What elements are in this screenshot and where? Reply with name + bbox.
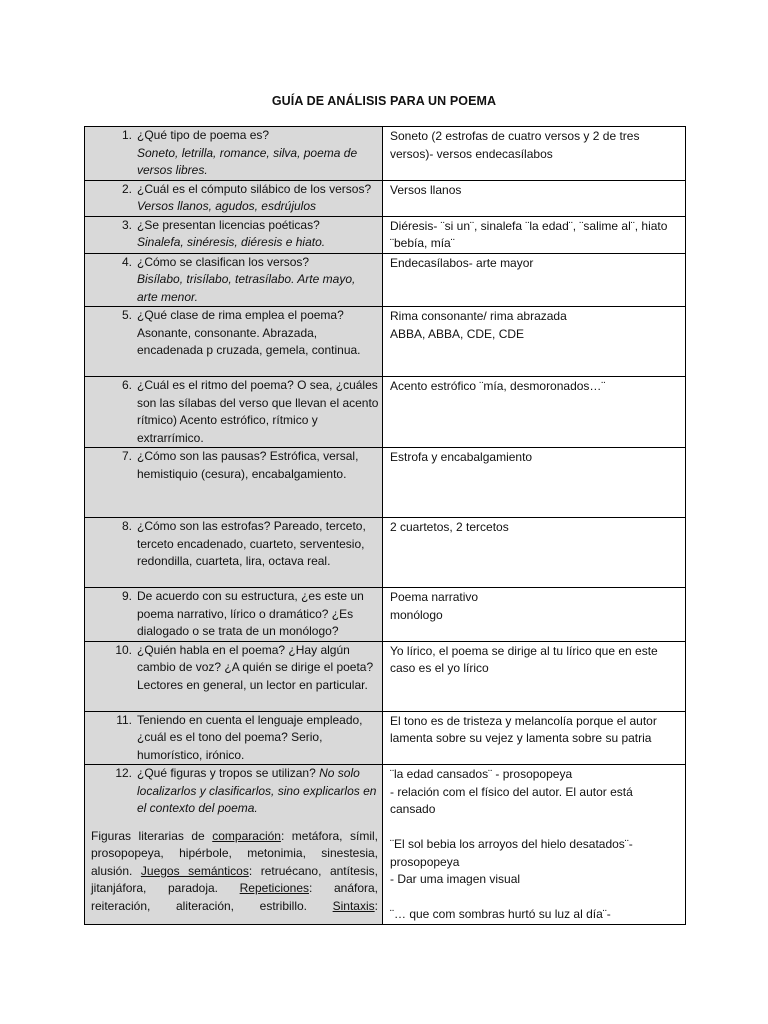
question-hint: Soneto, letrilla, romance, silva, poema de versos libres. — [137, 145, 358, 177]
figures-sintaxis: Sintaxis — [332, 898, 375, 913]
answer-line: El tono es de tristeza y melancolía porque el autor lamenta sobre su vejez y lamenta sobre su patria — [390, 713, 657, 745]
question-item — [85, 588, 382, 641]
answer-cell — [383, 711, 686, 765]
answer-cell — [383, 588, 686, 642]
question-main: ¿Cuál es el ritmo del poema? O sea, ¿cuáles son las sílabas del verso que llevan el acento rítmico) Acento estrófico, rítmico y extrarrímico. — [137, 378, 379, 445]
question-number: 6. — [121, 378, 132, 392]
question-text — [137, 217, 382, 252]
question-text — [137, 307, 382, 360]
answer-line: ¨El sol bebia los arroyos del hielo desatados¨- prosopopeya — [390, 837, 633, 869]
answer-line: Diéresis- ¨si un¨, sinalefa ¨la edad¨, ¨salime al¨, hiato ¨bebía, mía¨ — [390, 218, 668, 250]
figures-repeticiones: Repeticiones — [239, 881, 310, 895]
table-row — [85, 588, 686, 642]
question-number: 11. — [116, 712, 132, 727]
question-item — [85, 217, 382, 252]
analysis-table-body — [85, 127, 686, 765]
answer-cell — [383, 127, 686, 181]
figures-repeticiones-list: : anáfora, reiteración, aliteración, estribillo. — [91, 881, 378, 913]
answer-line: Estrofa y encabalgamiento — [390, 450, 533, 464]
question-number: 4. — [121, 254, 132, 269]
question-item — [85, 518, 382, 571]
question-main: ¿Qué tipo de poema es? — [137, 128, 270, 142]
question-item — [85, 377, 382, 447]
question-number: 10. — [115, 642, 132, 657]
question-text — [137, 518, 382, 571]
question-number: 3. — [121, 217, 132, 232]
question-item — [85, 712, 382, 765]
question-hint: Sinalefa, sinéresis, diéresis e hiato. — [137, 235, 326, 249]
question-cell — [85, 448, 383, 518]
table-row — [85, 216, 686, 253]
answer-line: 2 cuartetos, 2 tercetos — [390, 520, 509, 534]
question-number: 12. — [115, 766, 132, 780]
question-cell — [85, 518, 383, 588]
answer-line: Rima consonante/ rima abrazada — [390, 309, 567, 323]
question-item — [85, 181, 382, 216]
question-cell — [85, 127, 383, 181]
answer-line: Poema narrativo — [390, 590, 479, 604]
analysis-table — [84, 126, 686, 925]
question-main: ¿Qué figuras y tropos se utilizan? — [137, 766, 316, 780]
answer-line: - Dar uma imagen visual — [390, 872, 521, 886]
figures-sintaxis-list: : — [374, 898, 378, 913]
question-cell — [85, 216, 383, 253]
question-text — [137, 765, 382, 818]
question-main: ¿Cómo se clasifican los versos? — [137, 254, 310, 269]
question-number: 8. — [121, 519, 132, 533]
answer-line: - relación com el físico del autor. El autor está cansado — [390, 784, 633, 816]
answer-line: ¨… que com sombras hurtó su luz al día¨- — [390, 907, 611, 921]
question-item — [85, 127, 382, 180]
answer-line: ABBA, ABBA, CDE, CDE — [390, 326, 525, 341]
figures-juegos-list: : retruécano, antítesis, jitanjáfora, paradoja. — [91, 863, 378, 895]
question-hint: No solo localizarlos y clasificarlos, sino explicarlos en el contexto del poema. — [137, 766, 377, 815]
question-item — [85, 765, 382, 818]
figures-comparacion-list: : metáfora, símil, prosopopeya, hipérbole, metonimia, sinestesia, alusión. — [91, 828, 378, 878]
question-text — [137, 181, 382, 216]
question-number: 7. — [121, 449, 132, 463]
question-main: ¿Cuál es el cómputo silábico de los versos? — [137, 181, 372, 196]
question-cell — [85, 711, 383, 765]
question-item — [85, 307, 382, 360]
question-text — [137, 377, 382, 447]
answer-cell — [383, 377, 686, 448]
question-cell — [85, 180, 383, 216]
answer-cell — [383, 518, 686, 588]
table-row — [85, 765, 686, 925]
table-row — [85, 518, 686, 588]
question-main: ¿Quién habla en el poema? ¿Hay algún cambio de voz? ¿A quién se dirige el poeta? Lectores en general, un lector en particular. — [137, 642, 374, 692]
answer-line: Versos llanos — [390, 182, 462, 197]
question-hint: Versos llanos, agudos, esdrújulos — [137, 199, 316, 213]
answer-gap — [390, 819, 681, 837]
question-main: Teniendo en cuenta el lenguaje empleado, ¿cuál es el tono del poema? Serio, humorístico, irónico. — [137, 712, 363, 762]
question-text — [137, 448, 382, 483]
question-cell — [85, 765, 383, 925]
question-main: ¿Qué clase de rima emplea el poema? Asonante, consonante. Abrazada, encadenada p cruzada, gemela, continua. — [137, 308, 361, 357]
answer-cell — [383, 253, 686, 307]
answer-cell — [383, 448, 686, 518]
answer-cell — [383, 765, 686, 925]
question-item — [85, 642, 382, 695]
answer-line: Endecasílabos- arte mayor — [390, 255, 534, 270]
answer-gap — [390, 889, 681, 907]
answer-line: monólogo — [390, 607, 443, 622]
question-text — [137, 712, 382, 765]
question-text — [137, 642, 382, 695]
question-cell — [85, 641, 383, 711]
table-row — [85, 641, 686, 711]
table-row — [85, 253, 686, 307]
table-row — [85, 307, 686, 377]
question-item — [85, 254, 382, 307]
question-main: ¿Cómo son las estrofas? Pareado, terceto, terceto encadenado, cuarteto, serventesio, redondilla, cuarteta, lira, octava real. — [137, 519, 366, 568]
page-title: GUÍA DE ANÁLISIS PARA UN POEMA — [271, 94, 497, 108]
question-text — [137, 588, 382, 641]
table-row — [85, 377, 686, 448]
answer-cell — [383, 216, 686, 253]
table-row — [85, 127, 686, 181]
question-item — [85, 448, 382, 483]
table-row — [85, 711, 686, 765]
question-text — [137, 254, 382, 307]
answer-line: ¨la edad cansados¨ - prosopopeya — [390, 767, 573, 781]
question-main: De acuerdo con su estructura, ¿es este un poema narrativo, lírico o dramático? ¿Es dialogado o se trata de un monólogo? — [137, 589, 364, 638]
question-cell — [85, 588, 383, 642]
question-cell — [85, 253, 383, 307]
figures-list — [85, 818, 382, 916]
figures-comparacion: comparación — [212, 828, 281, 843]
question-cell — [85, 307, 383, 377]
answer-line: Yo lírico, el poema se dirige al tu lírico que en este caso es el yo lírico — [390, 643, 658, 675]
answer-line: Acento estrófico ¨mía, desmoronados…¨ — [390, 379, 606, 393]
answer-cell — [383, 307, 686, 377]
question-hint: Bisílabo, trisílabo, tetrasílabo. Arte mayo, arte menor. — [137, 272, 356, 304]
figures-juegos: Juegos semánticos — [140, 863, 249, 878]
answer-cell — [383, 641, 686, 711]
question-text — [137, 127, 382, 180]
table-row — [85, 448, 686, 518]
question-cell — [85, 377, 383, 448]
question-number: 2. — [121, 181, 132, 196]
table-row — [85, 180, 686, 216]
question-number: 1. — [121, 128, 132, 142]
question-main: ¿Se presentan licencias poéticas? — [137, 217, 320, 232]
question-number: 9. — [121, 589, 132, 603]
question-number: 5. — [121, 308, 132, 322]
question-main: ¿Cómo son las pausas? Estrófica, versal, hemistiquio (cesura), encabalgamiento. — [137, 449, 359, 481]
answer-cell — [383, 180, 686, 216]
analysis-table-last — [85, 765, 686, 925]
answer-line: Soneto (2 estrofas de cuatro versos y 2 de tres versos)- versos endecasílabos — [390, 129, 640, 161]
figures-prefix: Figuras literarias de — [91, 828, 213, 843]
